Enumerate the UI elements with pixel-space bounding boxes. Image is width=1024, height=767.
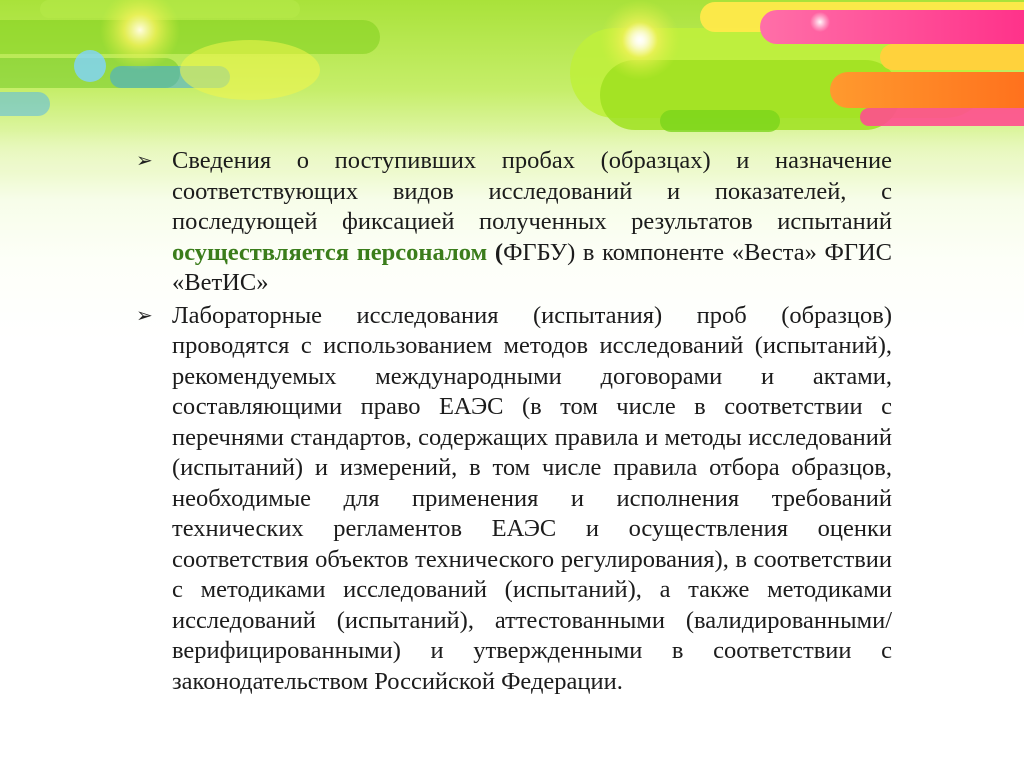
banner-capsule [830, 72, 1024, 108]
arrow-bullet-icon: ➢ [136, 304, 153, 327]
bullet-item [136, 146, 892, 299]
bullet-segment: Лабораторные исследования (испытания) проб (образцов) проводятся с использованием методов исследований (испытаний), рекомендуемых международными договорами и актами, составляющими право ЕАЭС (в том числе в соответствии с перечнями стандартов, содержащих правила и методы исследований (испытаний) и измерений, в том числе правила отбора образцов, необходимые для применения и исполнения требований технических регламентов ЕАЭС и осуществления оценки соответствия объектов технического регулирования), в соответствии с методиками исследований (испытаний), а также методиками исследований (испытаний), аттестованными (валидированными/верифицированными) и утвержденными в соответствии с законодательством Российской Федерации. [172, 301, 892, 695]
banner-capsule [0, 92, 50, 116]
banner-dot [74, 50, 106, 82]
bullet-item [136, 301, 892, 698]
decorative-banner [0, 0, 1024, 170]
banner-capsule [0, 20, 380, 54]
bullet-text [172, 146, 892, 299]
banner-glow [622, 22, 658, 58]
bullet-segment [487, 239, 495, 266]
banner-capsule [660, 110, 780, 132]
banner-graphic [0, 0, 1024, 170]
banner-capsule [760, 10, 1024, 44]
bullet-segment: Сведения о поступивших пробах (образцах) и назначение соответствующих видов исследований и показателей, с последующей фиксацией полученных результатов испытаний [172, 147, 892, 235]
arrow-bullet-icon: ➢ [136, 150, 153, 172]
banner-glow [810, 12, 830, 32]
bullet-segment-bold: ( [494, 238, 504, 266]
bullet-segment: ФГБУ) в компоненте «Веста» ФГИС «ВетИС» [172, 238, 893, 296]
banner-capsule [880, 44, 1024, 70]
bullet-text [172, 301, 892, 698]
bullet-segment-highlight: осуществляется персоналом [172, 238, 488, 266]
banner-blob [180, 40, 320, 100]
banner-capsule [860, 108, 1024, 126]
slide-content [136, 146, 892, 699]
